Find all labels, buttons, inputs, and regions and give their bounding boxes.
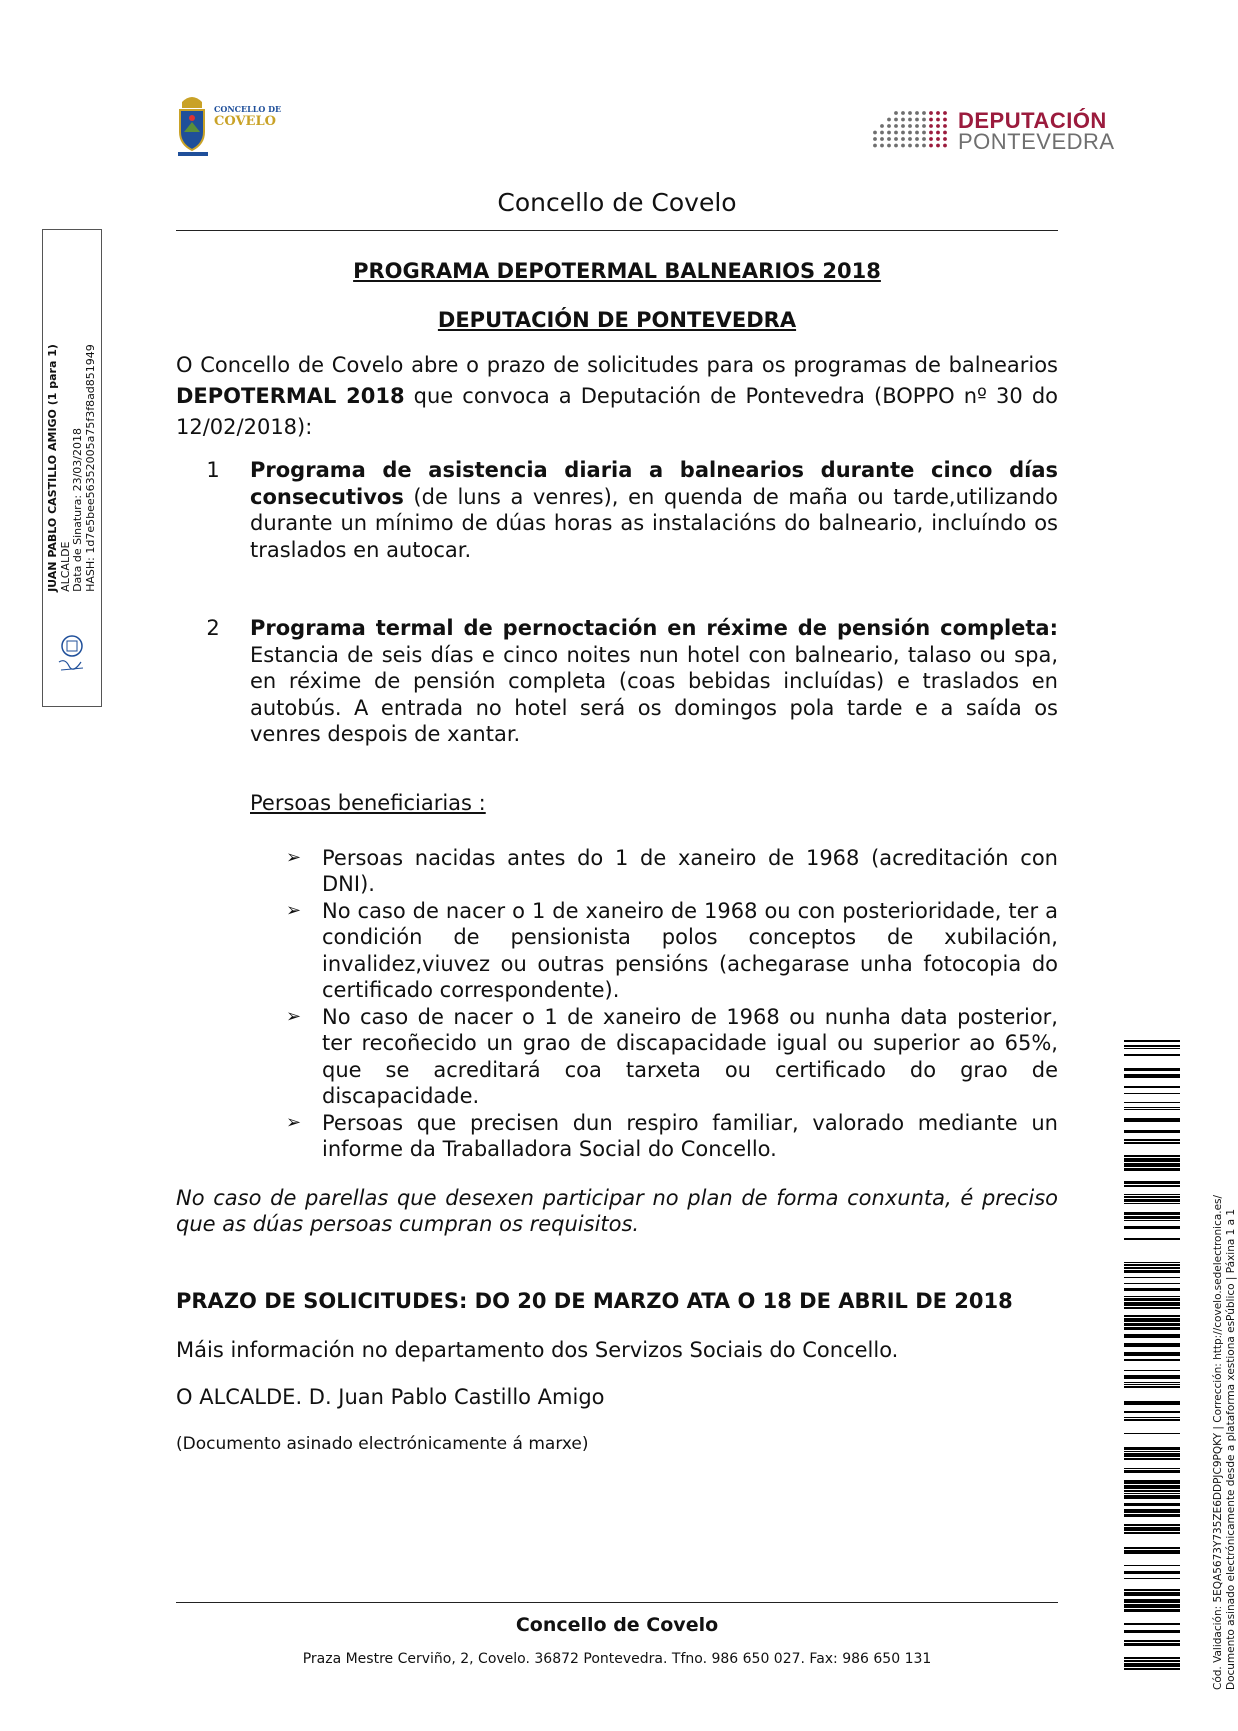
signature-seal-icon [55,632,89,676]
logo-dot [915,137,919,141]
logo-dot [908,111,912,115]
barcode-bar [1124,1327,1180,1330]
organizer-heading: DEPUTACIÓN DE PONTEVEDRA [437,308,797,332]
logo-dot [929,118,933,122]
barcode-bar [1124,1451,1180,1452]
header-divider [176,230,1058,231]
barcode-bar [1124,1668,1180,1670]
barcode-bar [1124,1270,1180,1273]
logo-dot [915,118,919,122]
logo-dot [943,111,947,115]
program-description [250,615,1058,748]
barcode-bar [1124,1359,1180,1361]
barcode-bar [1124,1107,1180,1108]
barcode-bar [1124,1419,1180,1421]
signature-details [47,344,97,592]
barcode-bar [1124,1168,1180,1171]
validation-line-2: Documento asinado electrónicamente desde a plataforma xestiona esPúblico | Páxina 1 a 1 [1225,1208,1237,1690]
barcode-bar [1124,1318,1180,1322]
barcode-bar [1124,1382,1180,1383]
signature-hash: HASH: 1d7e5bee56352005a75f3f8ad851949 [83,344,97,592]
program-number: 1 [206,458,220,482]
barcode-bar [1124,1045,1180,1047]
barcode-bar [1124,1139,1180,1141]
validation-code-text [1212,1195,1238,1690]
barcode-bar [1124,1118,1180,1122]
logo-dot [936,111,940,115]
barcode-bar [1124,1102,1180,1103]
logo-dot [901,131,905,135]
logo-dot [915,144,919,148]
beneficiaries-list [286,845,1058,1163]
logo-dot [873,137,877,141]
barcode-bar [1124,1199,1180,1202]
barcode-bar [1124,1411,1180,1413]
application-deadline: PRAZO DE SOLICITUDES: DO 20 DE MARZO ATA O 18 DE ABRIL DE 2018 [176,1288,1013,1313]
barcode-bar [1124,1643,1180,1646]
signer-role: ALCALDE [58,541,72,592]
barcode-bar [1124,1495,1180,1499]
more-info-text: Máis información no departamento dos Servizos Sociais do Concello. [176,1337,899,1362]
barcode-bar [1124,1623,1180,1625]
logo-dot [901,144,905,148]
barcode-bar [1124,1163,1180,1167]
logo-dot [943,118,947,122]
barcode-bar [1124,1093,1180,1094]
barcode-bar [1124,1663,1180,1667]
logo-dot [873,144,877,148]
barcode-bar [1124,1547,1180,1549]
barcode-bar [1124,1296,1180,1297]
barcode-bar [1124,1196,1180,1198]
program-description [250,457,1058,563]
barcode-bar [1124,1298,1180,1301]
barcode-bar [1124,1604,1180,1608]
barcode-bar [1124,1470,1180,1473]
barcode-bar [1124,1480,1180,1484]
barcode-bar [1124,1194,1180,1195]
barcode-bar [1124,1315,1180,1317]
barcode-bar [1124,1578,1180,1579]
intro-bold: DEPOTERMAL 2018 [176,384,405,408]
barcode-bar [1124,1302,1180,1306]
barcode-bar [1124,1417,1180,1418]
barcode-bar [1124,1468,1180,1469]
logo-dot [929,124,933,128]
barcode-bar [1124,1493,1180,1494]
logo-dot [936,124,940,128]
logo-dot [908,131,912,135]
logo-dot [880,124,884,128]
barcode-bar [1124,1589,1180,1591]
barcode-bar [1124,1386,1180,1388]
barcode-bar [1124,1307,1180,1309]
logo-dot [908,144,912,148]
barcode-bar [1124,1158,1180,1162]
barcode-bar [1124,1040,1180,1042]
barcode-bar [1124,1527,1180,1531]
barcode-bar [1124,1220,1180,1221]
logo-dot [880,144,884,148]
logo-dot [936,137,940,141]
logo-dot [936,131,940,135]
signature-date: Data de Sinatura: 23/03/2018 [71,427,84,592]
validation-line-1: Cód. Validación: 5EQA5673Y735ZE6DDPJC9PQKY | Corrección: http://covelo.sedelectronica.es/ [1212,1194,1224,1690]
logo-dot [943,137,947,141]
electronic-signature-box [42,229,102,707]
barcode-bar [1124,1212,1180,1215]
barcode-bar [1124,1503,1180,1506]
logo-dot [929,111,933,115]
barcode-bar [1124,1264,1180,1266]
barcode-bar [1124,1592,1180,1596]
logo-dot [922,118,926,122]
barcode-bar [1124,1640,1180,1642]
barcode-bar [1124,1660,1180,1662]
logo-dot [908,118,912,122]
logo-dot [901,111,905,115]
logo-dot [908,124,912,128]
barcode-bar [1124,1086,1180,1088]
logo-dot [873,131,877,135]
logo-dot [894,131,898,135]
concello-covelo-logo [178,92,288,162]
barcode-bar [1124,1550,1180,1554]
beneficiaries-heading: Persoas beneficiarias : [250,790,486,815]
barcode-bar [1124,1630,1180,1633]
barcode-bar [1124,1054,1180,1056]
barcode-bar [1124,1401,1180,1405]
logo-dot [929,137,933,141]
barcode-bar [1124,1447,1180,1450]
barcode-bar [1124,1375,1180,1379]
logo-dot [894,111,898,115]
barcode-bar [1124,1571,1180,1574]
barcode-bar [1124,1532,1180,1534]
logo-text-top: CONCELLO DE [214,104,282,114]
program-details: (de luns a venres), en quenda de maña ou tarde,utilizando durante un mínimo de dúas horas as instalacións do balneario, incluíndo os traslados en autocar. [250,484,1058,562]
logo-dot [901,137,905,141]
logo-dot [929,131,933,135]
barcode-bar [1124,1323,1180,1326]
deputacion-pontevedra-logo [872,108,1115,154]
logo-dot [922,144,926,148]
footer-divider [176,1602,1058,1603]
logo-text-bottom: COVELO [214,114,276,129]
bullet-text: Persoas nacidas antes do 1 de xaneiro de 1968 (acreditación con DNI). [322,845,1058,896]
barcode-bar [1124,1370,1180,1371]
arrow-bullet-icon: ➢ [286,899,302,921]
logo-dot [929,144,933,148]
logo-dot [894,124,898,128]
list-item [286,1004,1058,1110]
barcode-bar [1124,1458,1180,1460]
barcode-bar [1124,1238,1180,1240]
logo-dot [894,118,898,122]
barcode-bar [1124,1609,1180,1612]
logo-dot [887,137,891,141]
logo-dot [915,124,919,128]
barcode-bar [1124,1509,1180,1513]
logo-dot [887,118,891,122]
program-item [176,615,1058,748]
barcode-bar [1124,1334,1180,1338]
program-number: 2 [206,616,220,640]
logo-dot [901,118,905,122]
footer-address: Praza Mestre Cerviño, 2, Covelo. 36872 Pontevedra. Tfno. 986 650 027. Fax: 986 650 131 [302,1651,932,1667]
barcode-bar [1124,1130,1180,1133]
pontevedra-word: PONTEVEDRA [958,129,1115,154]
bullet-text: No caso de nacer o 1 de xaneiro de 1968 ou nunha data posterior, ter recoñecido un grao de discapacidade igual ou superior ao 65%, que se acreditará coa tarxeta ou certificado do grao de discapacidade. [322,1004,1058,1108]
logo-dot [915,111,919,115]
page-header-title: Concello de Covelo [497,188,737,217]
barcode-bar [1124,1262,1180,1263]
barcode-bar [1124,1565,1180,1566]
barcode-bar [1124,1267,1180,1269]
logo-dot [901,124,905,128]
barcode-bar [1124,1048,1180,1049]
logo-dot [922,137,926,141]
barcode-bar [1124,1433,1180,1434]
logo-dot [936,118,940,122]
barcode-bar [1124,1485,1180,1489]
barcode-bar [1124,1226,1180,1229]
document-body [176,256,1058,1460]
barcode-bar [1124,1384,1180,1385]
barcode-bar [1124,1216,1180,1219]
logo-dot [922,124,926,128]
barcode-bar [1124,1142,1180,1144]
barcode-bar [1124,1514,1180,1517]
footer-title: Concello de Covelo [515,1614,719,1636]
logo-dot [880,137,884,141]
logo-dot [915,131,919,135]
bullet-text: Persoas que precisen dun respiro familiar, valorado mediante un informe da Traballadora Social do Concello. [322,1110,1058,1161]
program-heading: PROGRAMA DEPOTERMAL BALNEARIOS 2018 [353,259,881,283]
couples-note: No caso de parellas que desexen participar no plan de forma conxunta, é preciso que as dúas persoas cumpran os requisitos. [176,1185,1058,1236]
logo-dot [943,124,947,128]
barcode-bar [1124,1352,1180,1356]
barcode-bar [1124,1109,1180,1110]
barcode-bar [1124,1181,1180,1184]
barcode-bar [1124,1283,1180,1284]
program-details: Estancia de seis días e cinco noites nun hotel con balneario, talaso ou spa, en réxime de pensión completa (coas bebidas incluídas) e traslados en autobús. A entrada no hotel será os domingos pola tarde e a saída os venres despois de xantar. [250,642,1058,746]
logo-dot [894,137,898,141]
barcode-bar [1124,1343,1180,1347]
list-item [286,845,1058,898]
intro-text-1: O Concello de Covelo abre o prazo de solicitudes para os programas de balnearios [176,353,1058,377]
barcode-bar [1124,1490,1180,1492]
program-title: Programa termal de pernoctación en réxime de pensión completa: [250,616,1058,640]
logo-dot [943,131,947,135]
barcode-bar [1124,1453,1180,1457]
arrow-bullet-icon: ➢ [286,1005,302,1027]
barcode-bar [1124,1288,1180,1291]
signatory-text: O ALCALDE. D. Juan Pablo Castillo Amigo [176,1384,605,1409]
logo-dot [887,124,891,128]
logo-dot [922,111,926,115]
dot-grid-icon [872,110,952,150]
validation-barcode [1124,1040,1180,1670]
logo-dot [936,144,940,148]
arrow-bullet-icon: ➢ [286,1111,302,1133]
signed-note: (Documento asinado electrónicamente á marxe) [176,1433,589,1454]
intro-text-2: que convoca a Deputación de Pontevedra (BOPPO nº 30 do 12/02/2018): [176,384,1058,439]
logo-dot [943,144,947,148]
barcode-bar [1124,1203,1180,1204]
logo-dot [908,137,912,141]
arrow-bullet-icon: ➢ [286,846,302,868]
barcode-bar [1124,1277,1180,1278]
list-item [286,1110,1058,1163]
logo-dot [894,144,898,148]
signer-name: JUAN PABLO CASTILLO AMIGO (1 para 1) [46,344,59,592]
list-item [286,898,1058,1004]
barcode-bar [1124,1657,1180,1659]
logo-dot [887,131,891,135]
program-item [176,457,1058,563]
barcode-bar [1124,1074,1180,1078]
barcode-bar [1124,1524,1180,1526]
program-title: Programa de asistencia diaria a balnearios durante cinco días consecutivos [250,458,1058,509]
bullet-text: No caso de nacer o 1 de xaneiro de 1968 ou con posterioridade, ter a condición de pensionista polos conceptos de xubilación, invalidez,viuvez ou outras pensións (achegarase unha fotocopia do certificado correspondente). [322,898,1058,1002]
intro-paragraph [176,350,1058,443]
barcode-bar [1124,1068,1180,1071]
barcode-bar [1124,1185,1180,1187]
deputacion-word: DEPUTACIÓN [958,108,1107,133]
logo-dot [880,131,884,135]
logo-dot [887,144,891,148]
logo-dot [922,131,926,135]
barcode-bar [1124,1155,1180,1157]
barcode-bar [1124,1599,1180,1603]
